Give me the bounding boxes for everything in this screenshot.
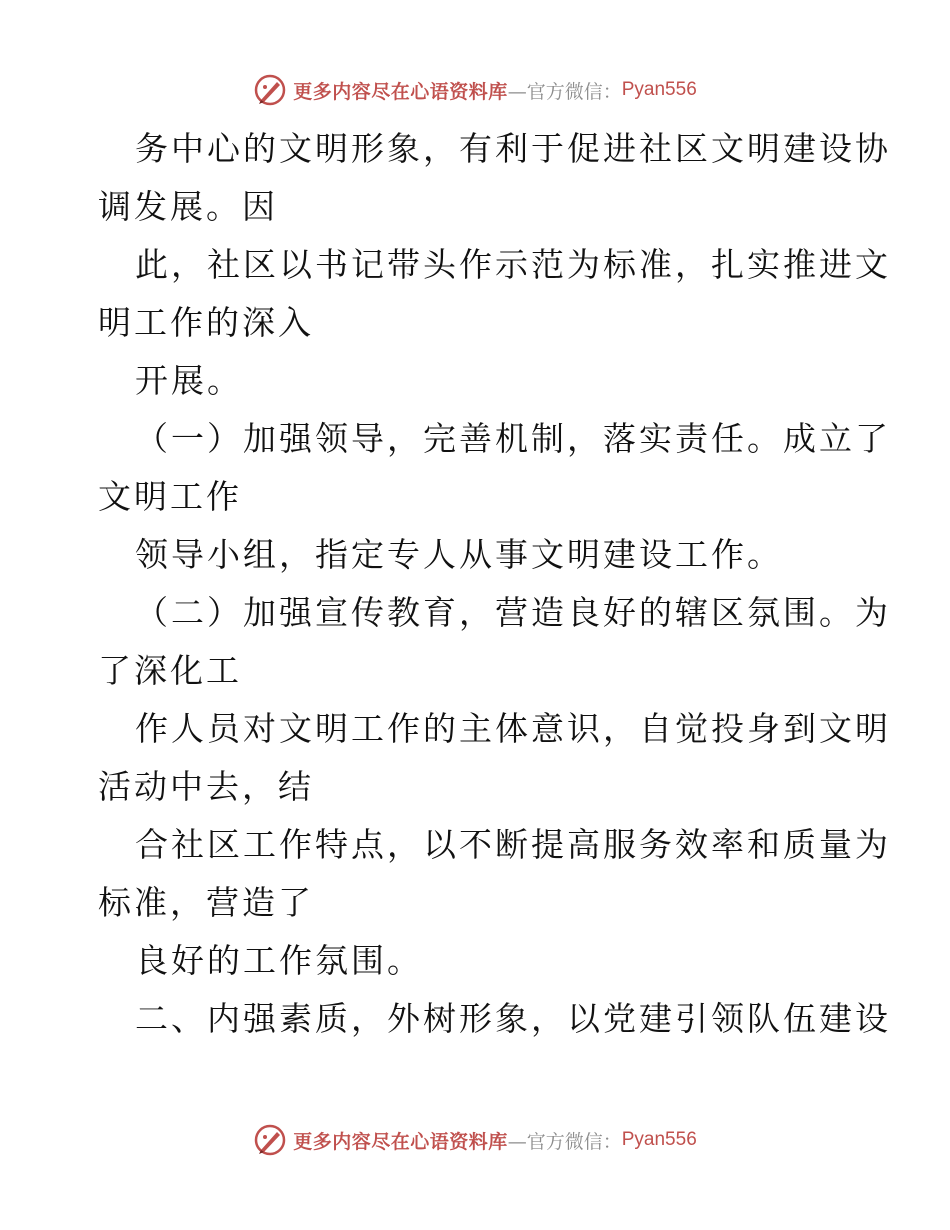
text-line: 务中心的文明形象，有利于促进社区文明建设协 <box>135 129 891 168</box>
text-line: 此，社区以书记带头作示范为标准，扎实推进文 <box>135 245 891 284</box>
header-banner <box>0 70 950 110</box>
banner-wechat-label: —官方微信： <box>507 1130 622 1153</box>
text-line: 文明工作 <box>98 477 242 516</box>
text-line: （二）加强宣传教育，营造良好的辖区氛围。为 <box>135 593 891 632</box>
banner-title: 更多内容尽在心语资料库 <box>293 80 508 103</box>
text-line: 调发展。因 <box>98 187 278 226</box>
text-line: 领导小组，指定专人从事文明建设工作。 <box>135 535 783 574</box>
text-line: 合社区工作特点，以不断提高服务效率和质量为 <box>135 825 891 864</box>
pen-logo-icon <box>253 73 287 107</box>
banner-wechat-id: Pyan556 <box>621 79 697 100</box>
text-line: 了深化工 <box>98 651 242 690</box>
text-line: 明工作的深入 <box>98 303 314 342</box>
text-line: 标准，营造了 <box>98 883 314 922</box>
footer-banner <box>0 1120 950 1160</box>
banner-title: 更多内容尽在心语资料库 <box>293 1130 508 1153</box>
text-line: 开展。 <box>135 361 243 400</box>
text-line: 作人员对文明工作的主体意识，自觉投身到文明 <box>135 709 891 748</box>
text-line: （一）加强领导，完善机制，落实责任。成立了 <box>135 419 891 458</box>
text-line: 良好的工作氛围。 <box>135 941 423 980</box>
banner-wechat-label: —官方微信： <box>507 80 622 103</box>
banner-wechat-id: Pyan556 <box>621 1129 697 1150</box>
document-body <box>98 120 891 1048</box>
pen-logo-icon <box>253 1123 287 1157</box>
text-line: 二、内强素质，外树形象，以党建引领队伍建设 <box>135 999 891 1038</box>
text-line: 活动中去，结 <box>98 767 314 806</box>
